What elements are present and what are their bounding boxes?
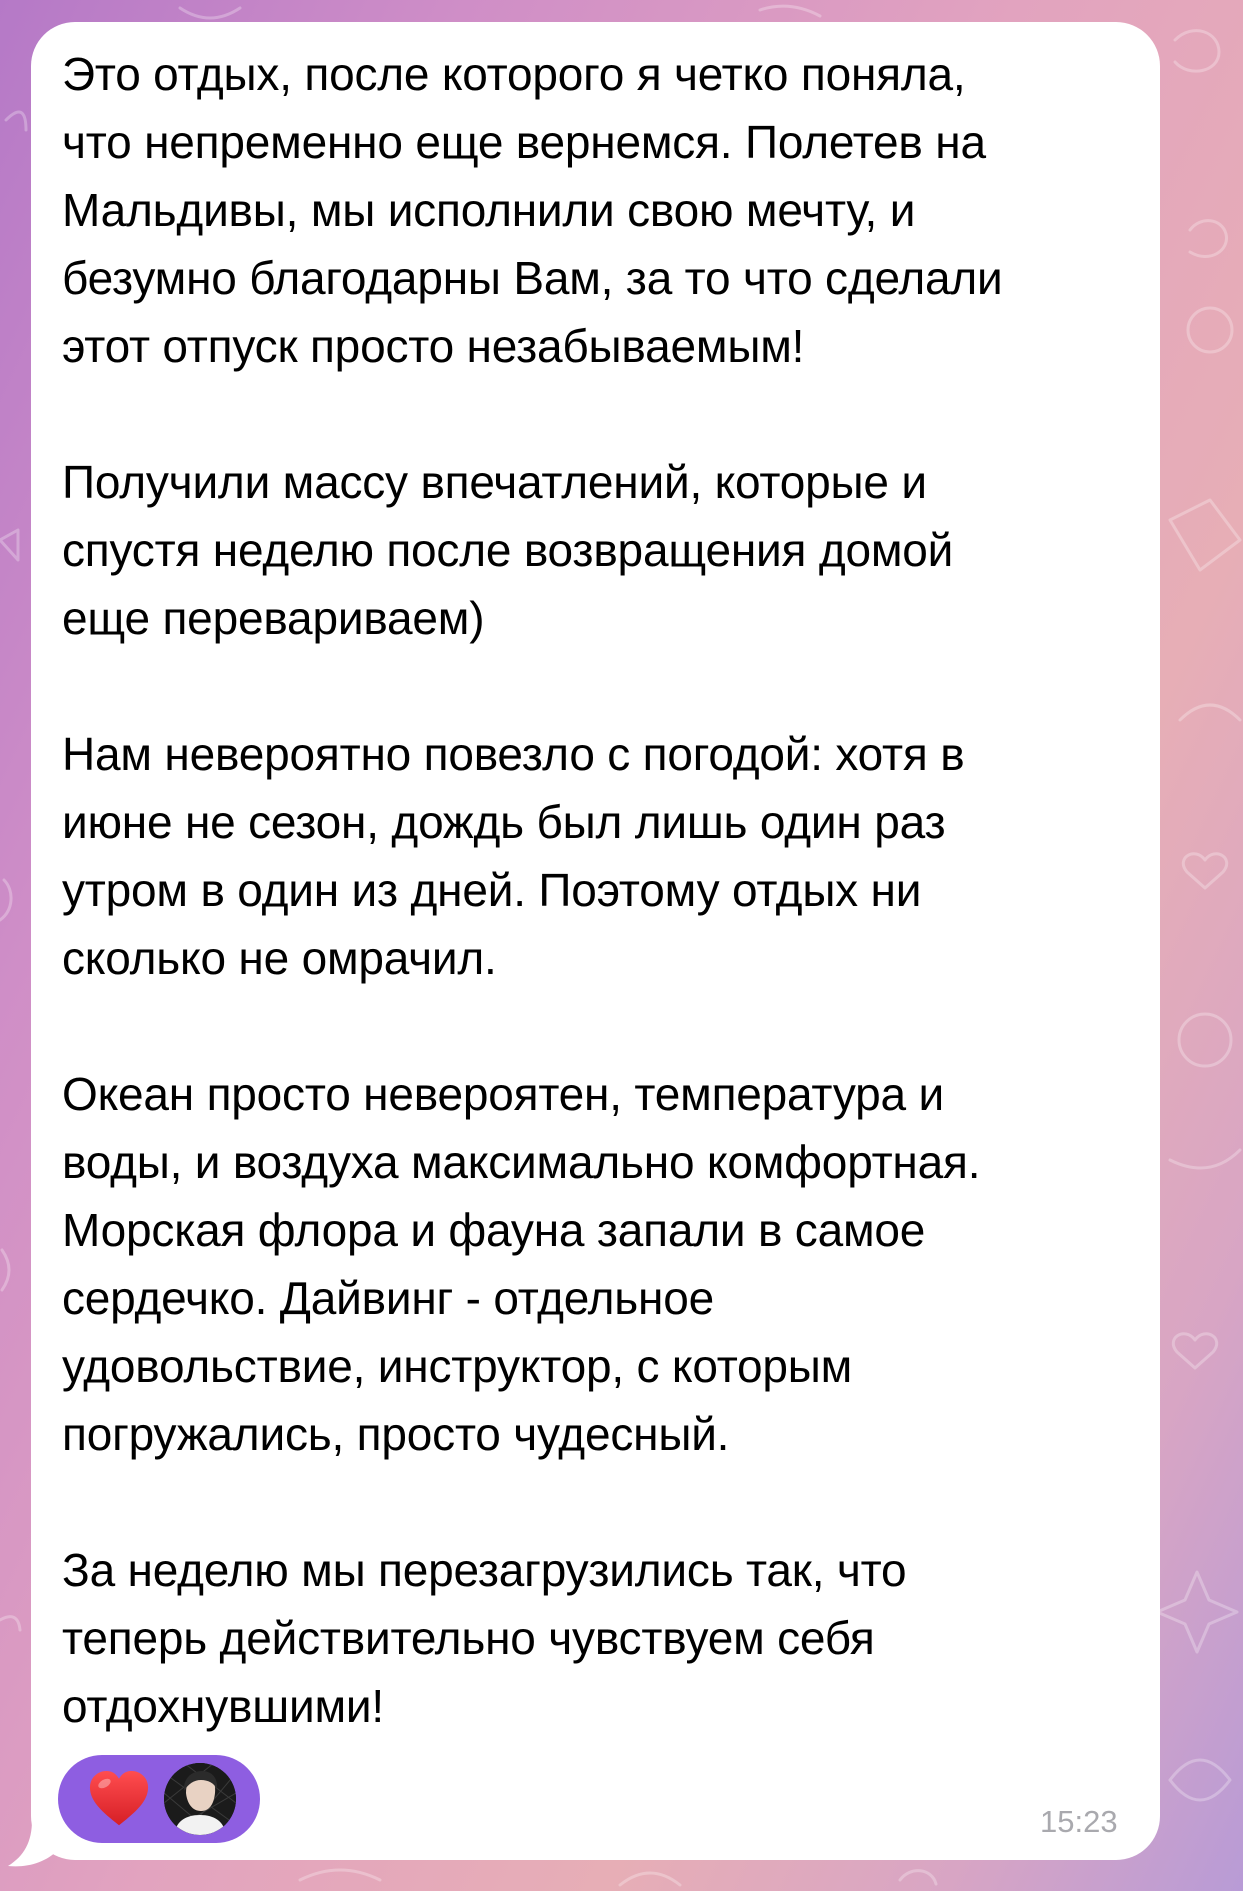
- message-text: [62, 40, 1132, 1740]
- message-paragraph: [62, 40, 1132, 380]
- message-paragraph: [62, 448, 1132, 652]
- message-line: этот отпуск просто незабываемым!: [62, 320, 805, 372]
- message-line: безумно благодарны Вам, за то что сделали: [62, 252, 1003, 304]
- message-line: Океан просто невероятен, температура и: [62, 1068, 944, 1120]
- message-line: июне не сезон, дождь был лишь один раз: [62, 796, 946, 848]
- user-avatar[interactable]: [164, 1763, 236, 1835]
- message-timestamp: 15:23: [1040, 1804, 1118, 1839]
- message-line: удовольствие, инструктор, с которым: [62, 1340, 853, 1392]
- message-line: Мальдивы, мы исполнили свою мечту, и: [62, 184, 916, 236]
- red-heart-icon: [88, 1769, 150, 1831]
- reaction-pill[interactable]: [58, 1755, 260, 1843]
- message-line: отдохнувшими!: [62, 1680, 384, 1732]
- message-line: теперь действительно чувствуем себя: [62, 1612, 875, 1664]
- message-line: еще перевариваем): [62, 592, 485, 644]
- message-line: Это отдых, после которого я четко поняла,: [62, 48, 966, 100]
- message-line: Получили массу впечатлений, которые и: [62, 456, 927, 508]
- message-line: сердечко. Дайвинг - отдельное: [62, 1272, 714, 1324]
- message-paragraph: [62, 1060, 1132, 1468]
- message-line: Нам невероятно повезло с погодой: хотя в: [62, 728, 965, 780]
- message-line: За неделю мы перезагрузились так, что: [62, 1544, 907, 1596]
- message-line: погружались, просто чудесный.: [62, 1408, 730, 1460]
- message-line: утром в один из дней. Поэтому отдых ни: [62, 864, 922, 916]
- message-line: сколько не омрачил.: [62, 932, 497, 984]
- message-paragraph: [62, 720, 1132, 992]
- avatar-photo: [164, 1763, 236, 1835]
- message-line: что непременно еще вернемся. Полетев на: [62, 116, 986, 168]
- message-line: Морская флора и фауна запали в самое: [62, 1204, 926, 1256]
- message-line: воды, и воздуха максимально комфортная.: [62, 1136, 981, 1188]
- message-paragraph: [62, 1536, 1132, 1740]
- message-line: спустя неделю после возвращения домой: [62, 524, 954, 576]
